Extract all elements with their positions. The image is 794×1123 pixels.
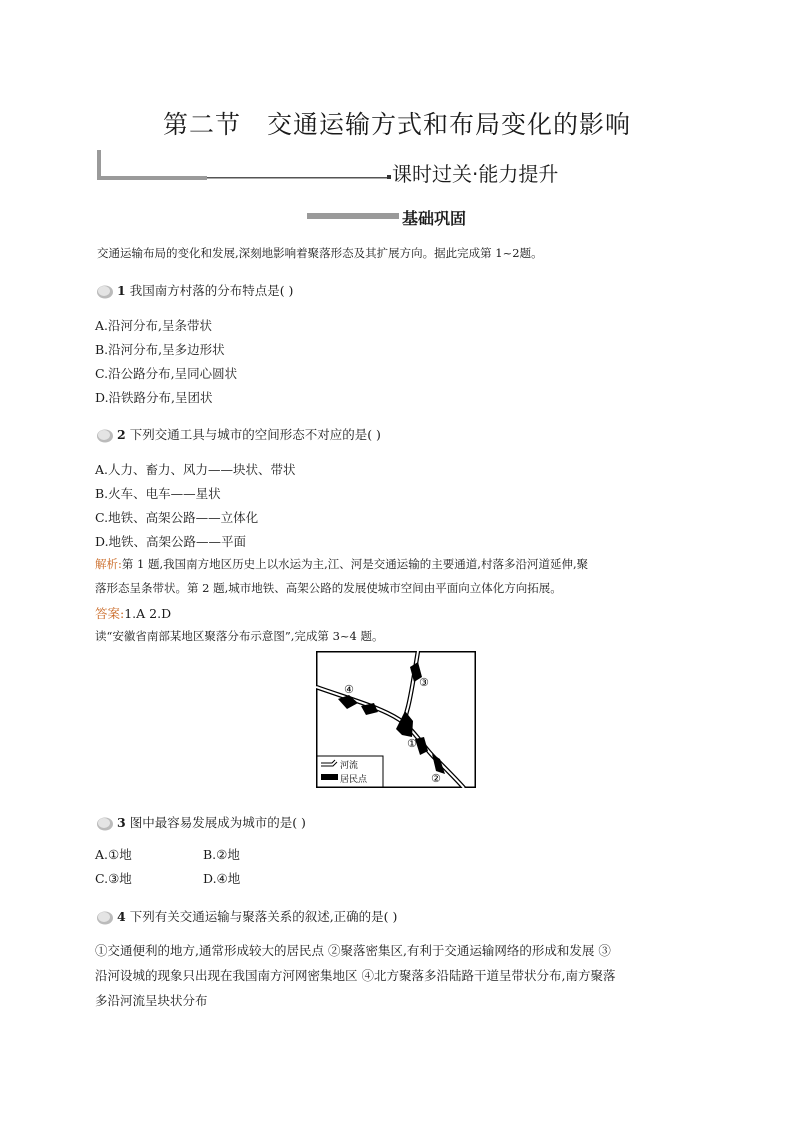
question-2-text: 下列交通工具与城市的空间形态不对应的是( ): [129, 427, 381, 442]
page-title: [0, 105, 794, 141]
question-1-number: 1: [117, 283, 126, 298]
question-1-text: 我国南方村落的分布特点是( ): [129, 283, 294, 298]
map-label-1: ①: [407, 737, 417, 750]
q3-option-d: D.④地: [203, 871, 241, 886]
answer-line: [95, 604, 171, 622]
q1-option-d: D.沿铁路分布,呈团状: [95, 390, 213, 405]
analysis-text-1: 第 1 题,我国南方地区历史上以水运为主,江、河是交通运输的主要通道,村落多沿河道延伸,聚: [121, 557, 589, 571]
legend-settlement-label: 居民点: [340, 775, 368, 785]
answer-label: 答案:: [95, 606, 125, 621]
question-icon: [95, 284, 117, 300]
subtitle: 课时过关·能力提升: [392, 162, 559, 186]
q2-option-a: A.人力、畜力、风力——块状、带状: [95, 462, 296, 477]
question-4: [95, 907, 397, 926]
answer-text: 1.A 2.D: [124, 606, 172, 621]
map-label-4: ④: [344, 683, 354, 696]
legend-settlement-swatch: [321, 774, 338, 780]
intro-text-1: 交通运输布局的变化和发展,深刻地影响着聚落形态及其扩展方向。据此完成第 1~2题。: [97, 246, 543, 260]
question-2: [95, 425, 381, 444]
subtitle-decoration: [95, 148, 395, 184]
q2-option-d: D.地铁、高架公路——平面: [95, 534, 247, 549]
question-icon: [95, 428, 117, 444]
question-2-number: 2: [117, 427, 126, 442]
question-1: [95, 281, 293, 300]
intro-text-2: 读“安徽省南部某地区聚落分布示意图”,完成第 3~4 题。: [95, 629, 384, 643]
question-4-text: 下列有关交通运输与聚落关系的叙述,正确的是( ): [129, 909, 398, 924]
q4-statement-line-2: 沿河设城的现象只出现在我国南方河网密集地区 ④北方聚落多沿陆路干道呈带状分布,南方聚落: [95, 968, 616, 983]
map-label-3: ③: [419, 676, 429, 689]
q2-option-b: B.火车、电车——星状: [95, 486, 221, 501]
map-figure: [316, 651, 476, 788]
question-3: [95, 813, 306, 832]
q2-option-c: C.地铁、高架公路——立体化: [95, 510, 259, 525]
q1-option-b: B.沿河分布,呈多边形状: [95, 342, 225, 357]
legend-river-label: 河流: [340, 761, 359, 771]
title-section-number: 第二节: [162, 110, 241, 139]
q3-option-b: B.②地: [203, 847, 240, 862]
title-text: 交通运输方式和布局变化的影响: [267, 110, 632, 139]
section-heading: 基础巩固: [402, 209, 467, 228]
question-4-number: 4: [117, 909, 126, 924]
analysis-text-2: 落形态呈条带状。第 2 题,城市地铁、高架公路的发展使城市空间由平面向立体化方向拓展。: [95, 581, 562, 595]
question-3-text: 图中最容易发展成为城市的是( ): [129, 815, 306, 830]
q4-statement-line-3: 多沿河流呈块状分布: [95, 993, 208, 1008]
q1-option-c: C.沿公路分布,呈同心圆状: [95, 366, 238, 381]
analysis-line-1: [95, 556, 588, 572]
q4-statement-line-1: ①交通便利的地方,通常形成较大的居民点 ②聚落密集区,有利于交通运输网络的形成和发展 ③: [95, 943, 611, 958]
question-icon: [95, 816, 117, 832]
section-bar: [307, 213, 399, 219]
question-3-number: 3: [117, 815, 126, 830]
map-label-2: ②: [431, 772, 441, 785]
settlement-map: [316, 651, 476, 788]
analysis-label: 解析:: [95, 557, 122, 571]
q1-option-a: A.沿河分布,呈条带状: [95, 318, 212, 333]
q3-option-a: A.①地: [95, 847, 132, 862]
question-icon: [95, 910, 117, 926]
q3-option-c: C.③地: [95, 871, 132, 886]
